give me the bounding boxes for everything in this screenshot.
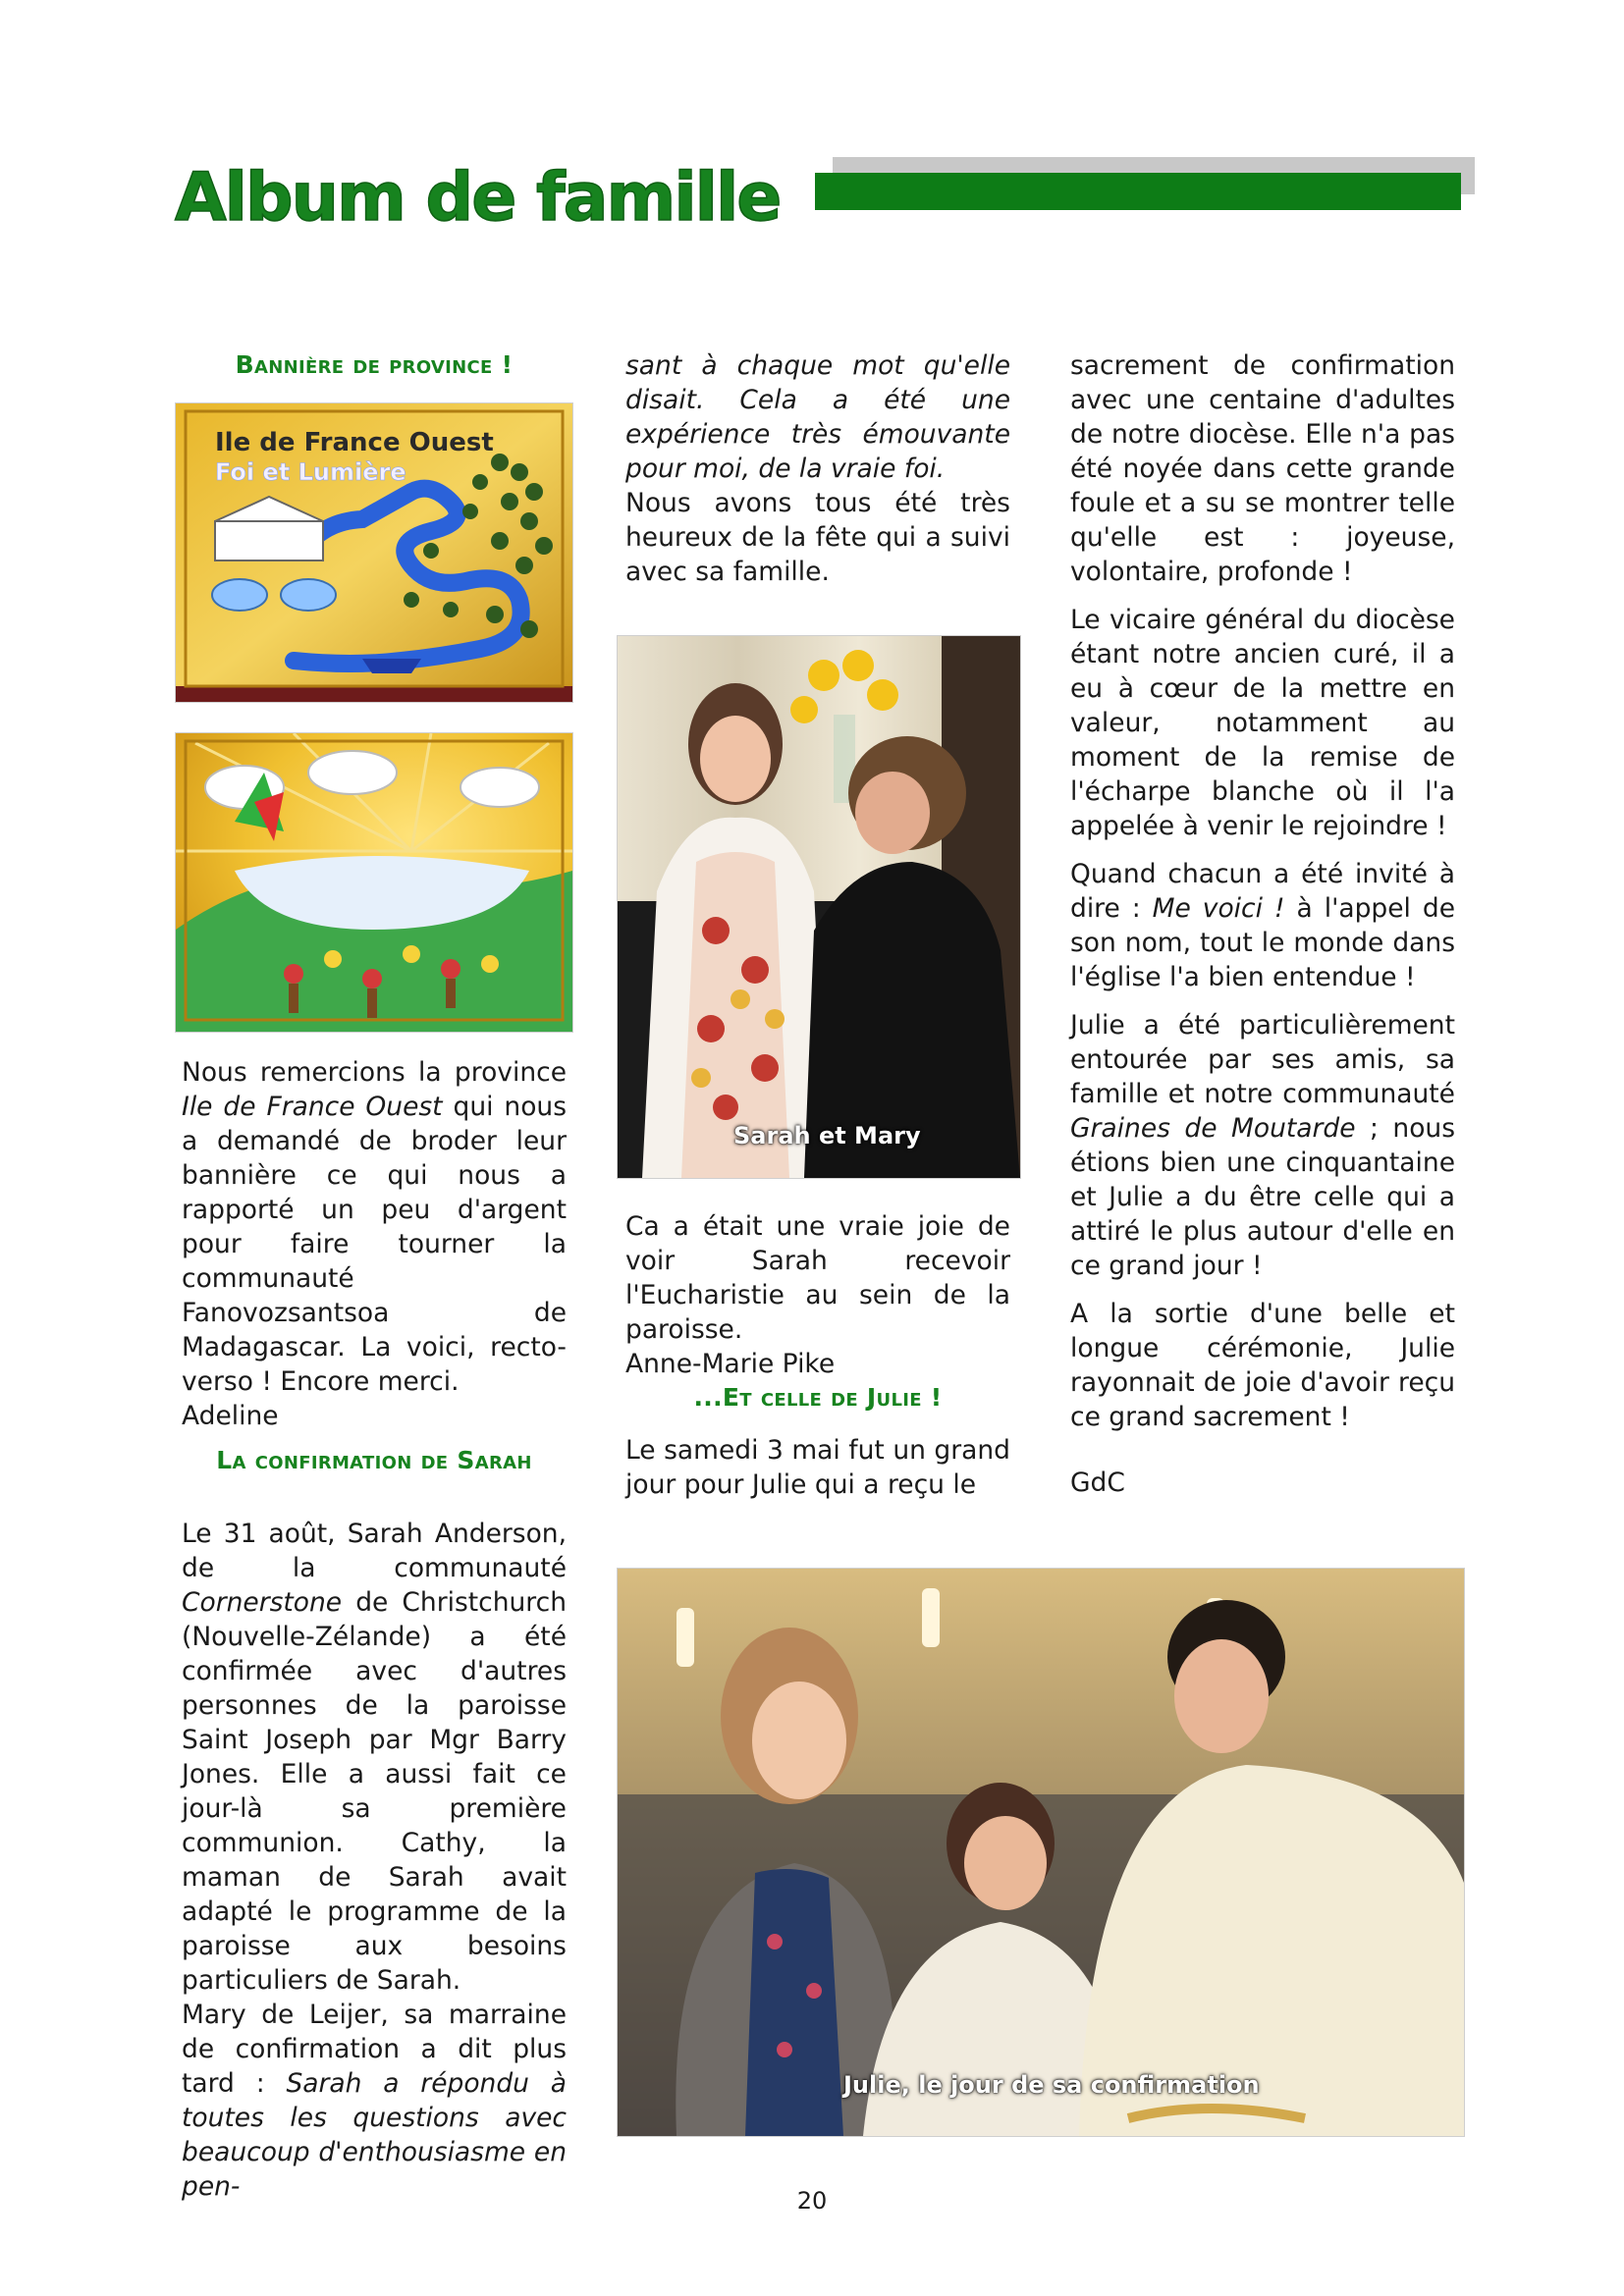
photo-julie-illustration — [618, 1569, 1464, 2136]
paragraph-sarah-continued: sant à chaque mot qu'elle disait. Cela a été une expérience très émouvante pour moi, de la vraie foi. Nous avons tous été très heureux de la fête qui a suivi avec sa famille. — [625, 350, 1010, 587]
paragraph-eucharist: Ca a était une vraie joie de voir Sarah recevoir l'Eucharistie au sein de la paroisse. Anne-Marie Pike — [625, 1211, 1010, 1379]
photo-julie-confirmation — [617, 1568, 1465, 2137]
photo-sarah-and-mary — [617, 635, 1021, 1179]
photo-sarah-and-mary-illustration — [618, 636, 1020, 1178]
banner-back-illustration — [176, 733, 572, 1032]
banner-front-image — [175, 402, 573, 703]
signature-adeline: Adeline — [182, 1401, 279, 1431]
banner-back-image — [175, 732, 573, 1033]
banner-text-line2: Foi et Lumière — [215, 458, 406, 486]
section-heading-sarah: La confirmation de Sarah — [216, 1446, 532, 1474]
photo-caption-sarah-mary: Sarah et Mary — [733, 1122, 921, 1149]
paragraph-julie-intro: Le samedi 3 mai fut un grand jour pour Julie qui a reçu le — [625, 1435, 1010, 1500]
paragraph-banner-thanks: Nous remercions la province Ile de France Ouest qui nous a demandé de broder leur bannière ce qui nous a rapporté un peu d'argent pour faire tourner la communauté Fanovozsantsoa de Madagascar. La voici, recto-verso ! Encore merci. Adeline — [182, 1057, 568, 1431]
page-number: 20 — [796, 2187, 828, 2215]
page-title: Album de famille — [175, 159, 781, 237]
banner-front-illustration — [176, 403, 572, 702]
section-heading-banner: Bannière de province ! — [235, 350, 514, 379]
paragraph-julie-story: sacrement de confirmation avec une centaine d'adultes de notre diocèse. Elle n'a pas été noyée dans cette grande foule et a su se montrer telle qu'elle est : joyeuse, volontaire, profonde ! Le vicaire général du diocèse étant notre ancien curé, il a eu à cœur de la mettre en valeur, notamment au moment de la remise de l'écharpe blanche où il l'a appelée à venir le rejoindre ! Quand chacun a été invité à dire : Me voici ! à l'appel de son nom, tout le monde dans l'église l'a bien entendue ! Julie a été particulièrement entourée par ses amis, sa famille et notre communauté Graines de Moutarde ; nous étions bien une cinquantaine et Julie a du être celle qui a attiré le plus autour d'elle en ce grand jour ! A la sortie d'une belle et longue cérémonie, Julie rayonnait de joie d'avoir reçu ce grand sacrement ! GdC — [1070, 350, 1456, 1498]
paragraph-sarah: Le 31 août, Sarah Anderson, de la communauté Cornerstone de Christchurch (Nouvelle-Zélande) a été confirmée avec d'autres personnes de la paroisse Saint Joseph par Mgr Barry Jones. Elle a aussi fait ce jour-là sa première communion. Cathy, la maman de Sarah avait adapté le programme de la paroisse aux besoins particuliers de Sarah. Mary de Leijer, sa marraine de confirmation a dit plus tard : Sarah a répondu à toutes les questions avec beaucoup d'enthousiasme en pen- — [182, 1519, 567, 2202]
photo-caption-julie: Julie, le jour de sa confirmation — [843, 2071, 1260, 2099]
section-heading-julie: ...Et celle de Julie ! — [693, 1383, 943, 1412]
banner-text-line1: Ile de France Ouest — [215, 428, 494, 457]
signature-gdc: GdC — [1070, 1468, 1125, 1498]
header-bar — [815, 173, 1461, 210]
signature-anne-marie: Anne-Marie Pike — [625, 1349, 836, 1379]
